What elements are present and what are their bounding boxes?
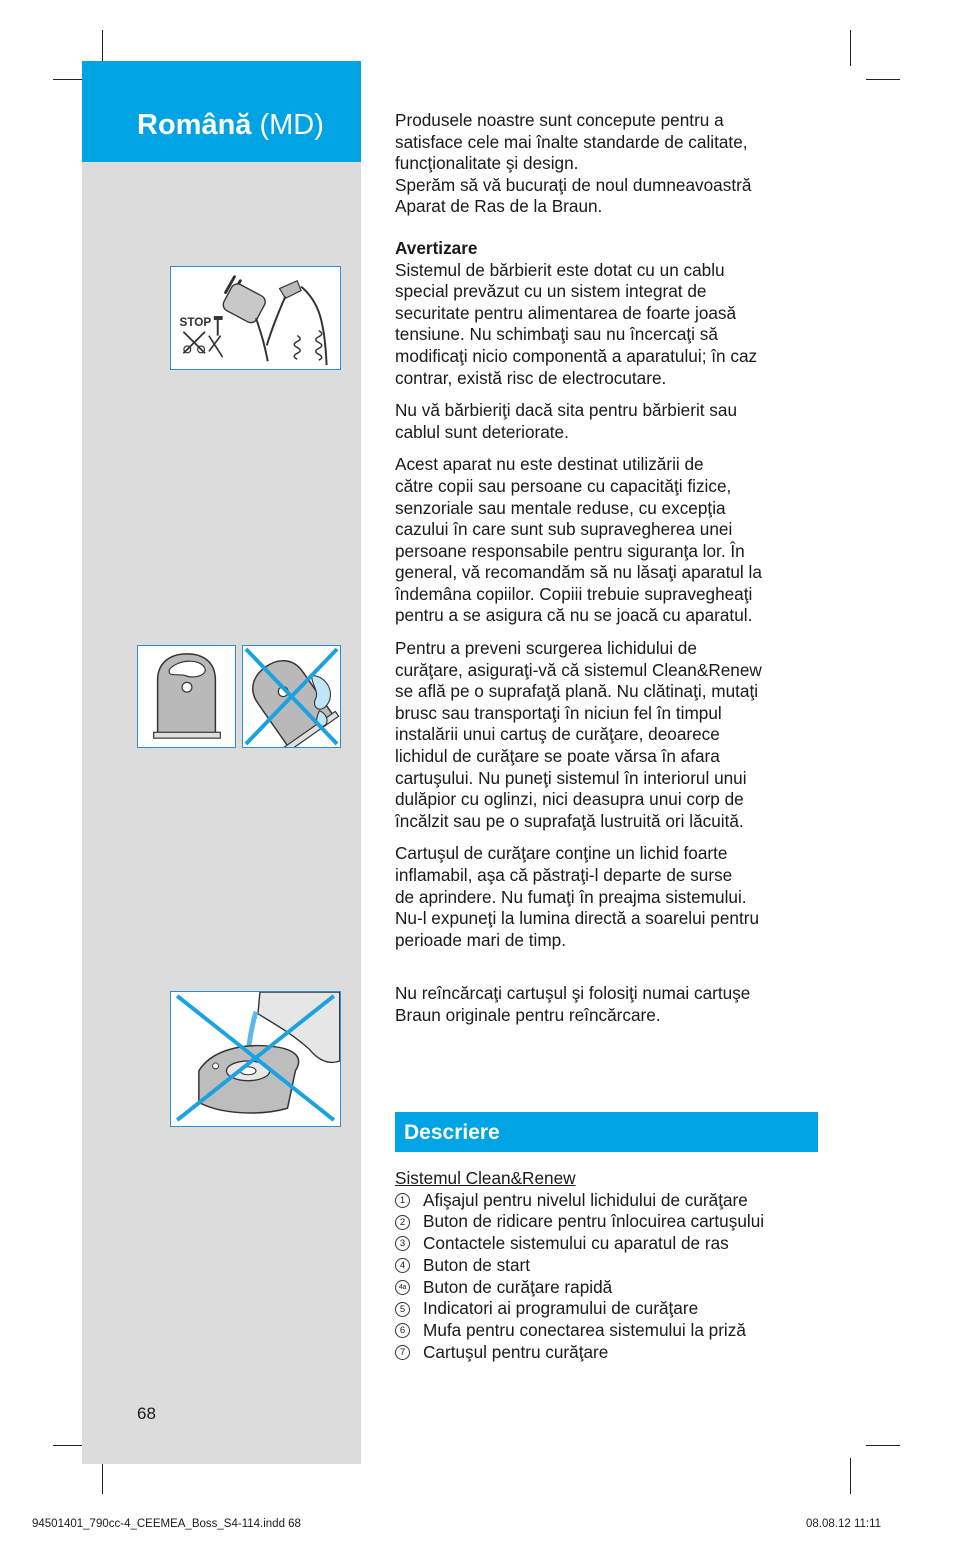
main-text-column: [395, 110, 820, 1027]
list-item: 2 Buton de ridicare pentru înlocuirea cartuşului: [395, 1211, 835, 1233]
warning-paragraph-2: Nu vă bărbieriţi dacă sita pentru bărbierit sau cablul sunt deteriorate.: [395, 400, 738, 442]
list-item: 6 Mufa pentru conectarea sistemului la priză: [395, 1320, 835, 1342]
list-item: 4a Buton de curăţare rapidă: [395, 1277, 835, 1299]
language-header: [82, 61, 361, 162]
crop-mark: [866, 1445, 900, 1446]
list-item: 7 Cartuşul pentru curăţare: [395, 1342, 835, 1364]
footer-date: 08.08.12 11:11: [806, 1518, 882, 1530]
item-number: 2: [395, 1215, 410, 1230]
item-number: 7: [395, 1345, 410, 1360]
crop-mark: [866, 79, 900, 80]
warning-paragraph-3: Acest aparat nu este destinat utilizării de către copii sau persoane cu capacităţi fizice, senzoriale sau mentale reduse, cu excepţia cazului în care sunt sub supravegherea unei persoane responsabile pentru siguranţa lor. În general, vă recomandăm să nu lăsaţi aparatul la îndemâna copiilor. Copiii trebuie supravegheaţi pentru a se asigura că nu se joacă cu aparatul.: [395, 454, 762, 626]
warning-paragraph-1: Avertizare Sistemul de bărbierit este dotat cu un cablu special prevăzut cu un sistem integrat de securitate pentru alimentarea de foarte joasă tensiune. Nu schimbaţi sau nu încercaţi să modificaţi nicio componentă a aparatului; în caz contrar, există risc de electrocutare.: [395, 238, 820, 389]
intro-paragraph: Produsele noastre sunt concepute pentru a satisface cele mai înalte standarde de calitate, funcţionalitate şi design. Sperăm să vă bucuraţi de noul dumneavoastră Aparat de Ras de la Braun.: [395, 110, 752, 217]
item-number: 4a: [395, 1280, 410, 1295]
warning-heading: Avertizare: [395, 237, 478, 258]
stop-label: STOP: [179, 315, 212, 329]
section-header-bar: [395, 1112, 818, 1152]
crop-mark: [850, 1458, 851, 1494]
item-number: 6: [395, 1323, 410, 1338]
list-item: 4 Buton de start: [395, 1255, 835, 1277]
section-title: Descriere: [404, 1121, 500, 1144]
item-number: 1: [395, 1193, 410, 1208]
description-list: [395, 1168, 835, 1363]
list-item: 1 Afişajul pentru nivelul lichidului de curăţare: [395, 1190, 835, 1212]
item-number: 3: [395, 1236, 410, 1251]
station-tilted-illustration: [243, 646, 340, 747]
item-number: 5: [395, 1302, 410, 1317]
figure-station-upright: [137, 645, 236, 748]
description-subtitle: Sistemul Clean&Renew: [395, 1168, 576, 1188]
warning-paragraph-5: Cartuşul de curăţare conţine un lichid foarte inflamabil, aşa că păstraţi-l departe de surse de aprindere. Nu fumaţi în preajma sistemului. Nu-l expuneţi la lumina directă a soarelui pentru perioade mari de timp.: [395, 843, 760, 950]
station-upright-illustration: [138, 646, 235, 747]
crop-mark: [850, 30, 851, 66]
plug-illustration: [171, 267, 340, 369]
warning-paragraph-6: Nu reîncărcaţi cartuşul şi folosiţi numai cartuşe Braun originale pentru reîncărcare.: [395, 983, 751, 1025]
warning-paragraph-4: Pentru a preveni scurgerea lichidului de curăţare, asiguraţi-vă că sistemul Clean&Renew se află pe o suprafaţă plană. Nu clătinaţi, mutaţi brusc sau transportaţi în niciun fel în timpul instalării unui cartuş de curăţare, deoarece lichidul de curăţare se poate vărsa în afara cartuşului. Nu puneţi sistemul în interiorul unui dulăpior cu oglinzi, nici deasupra unui corp de încălzit sau pe o suprafaţă lustruită ori lăcuită.: [395, 638, 762, 831]
cartridge-refill-illustration: [171, 992, 340, 1126]
footer-file-info: 94501401_790cc-4_CEEMEA_Boss_S4-114.indd 68: [32, 1518, 301, 1530]
item-number: 4: [395, 1258, 410, 1273]
figure-plug-warning: [170, 266, 341, 370]
figure-station-tilted: [242, 645, 341, 748]
language-title: Română (MD): [137, 109, 324, 141]
page-number: 68: [137, 1404, 156, 1423]
list-item: 3 Contactele sistemului cu aparatul de ras: [395, 1233, 835, 1255]
figure-cartridge-refill: [170, 991, 341, 1127]
list-item: 5 Indicatori ai programului de curăţare: [395, 1298, 835, 1320]
